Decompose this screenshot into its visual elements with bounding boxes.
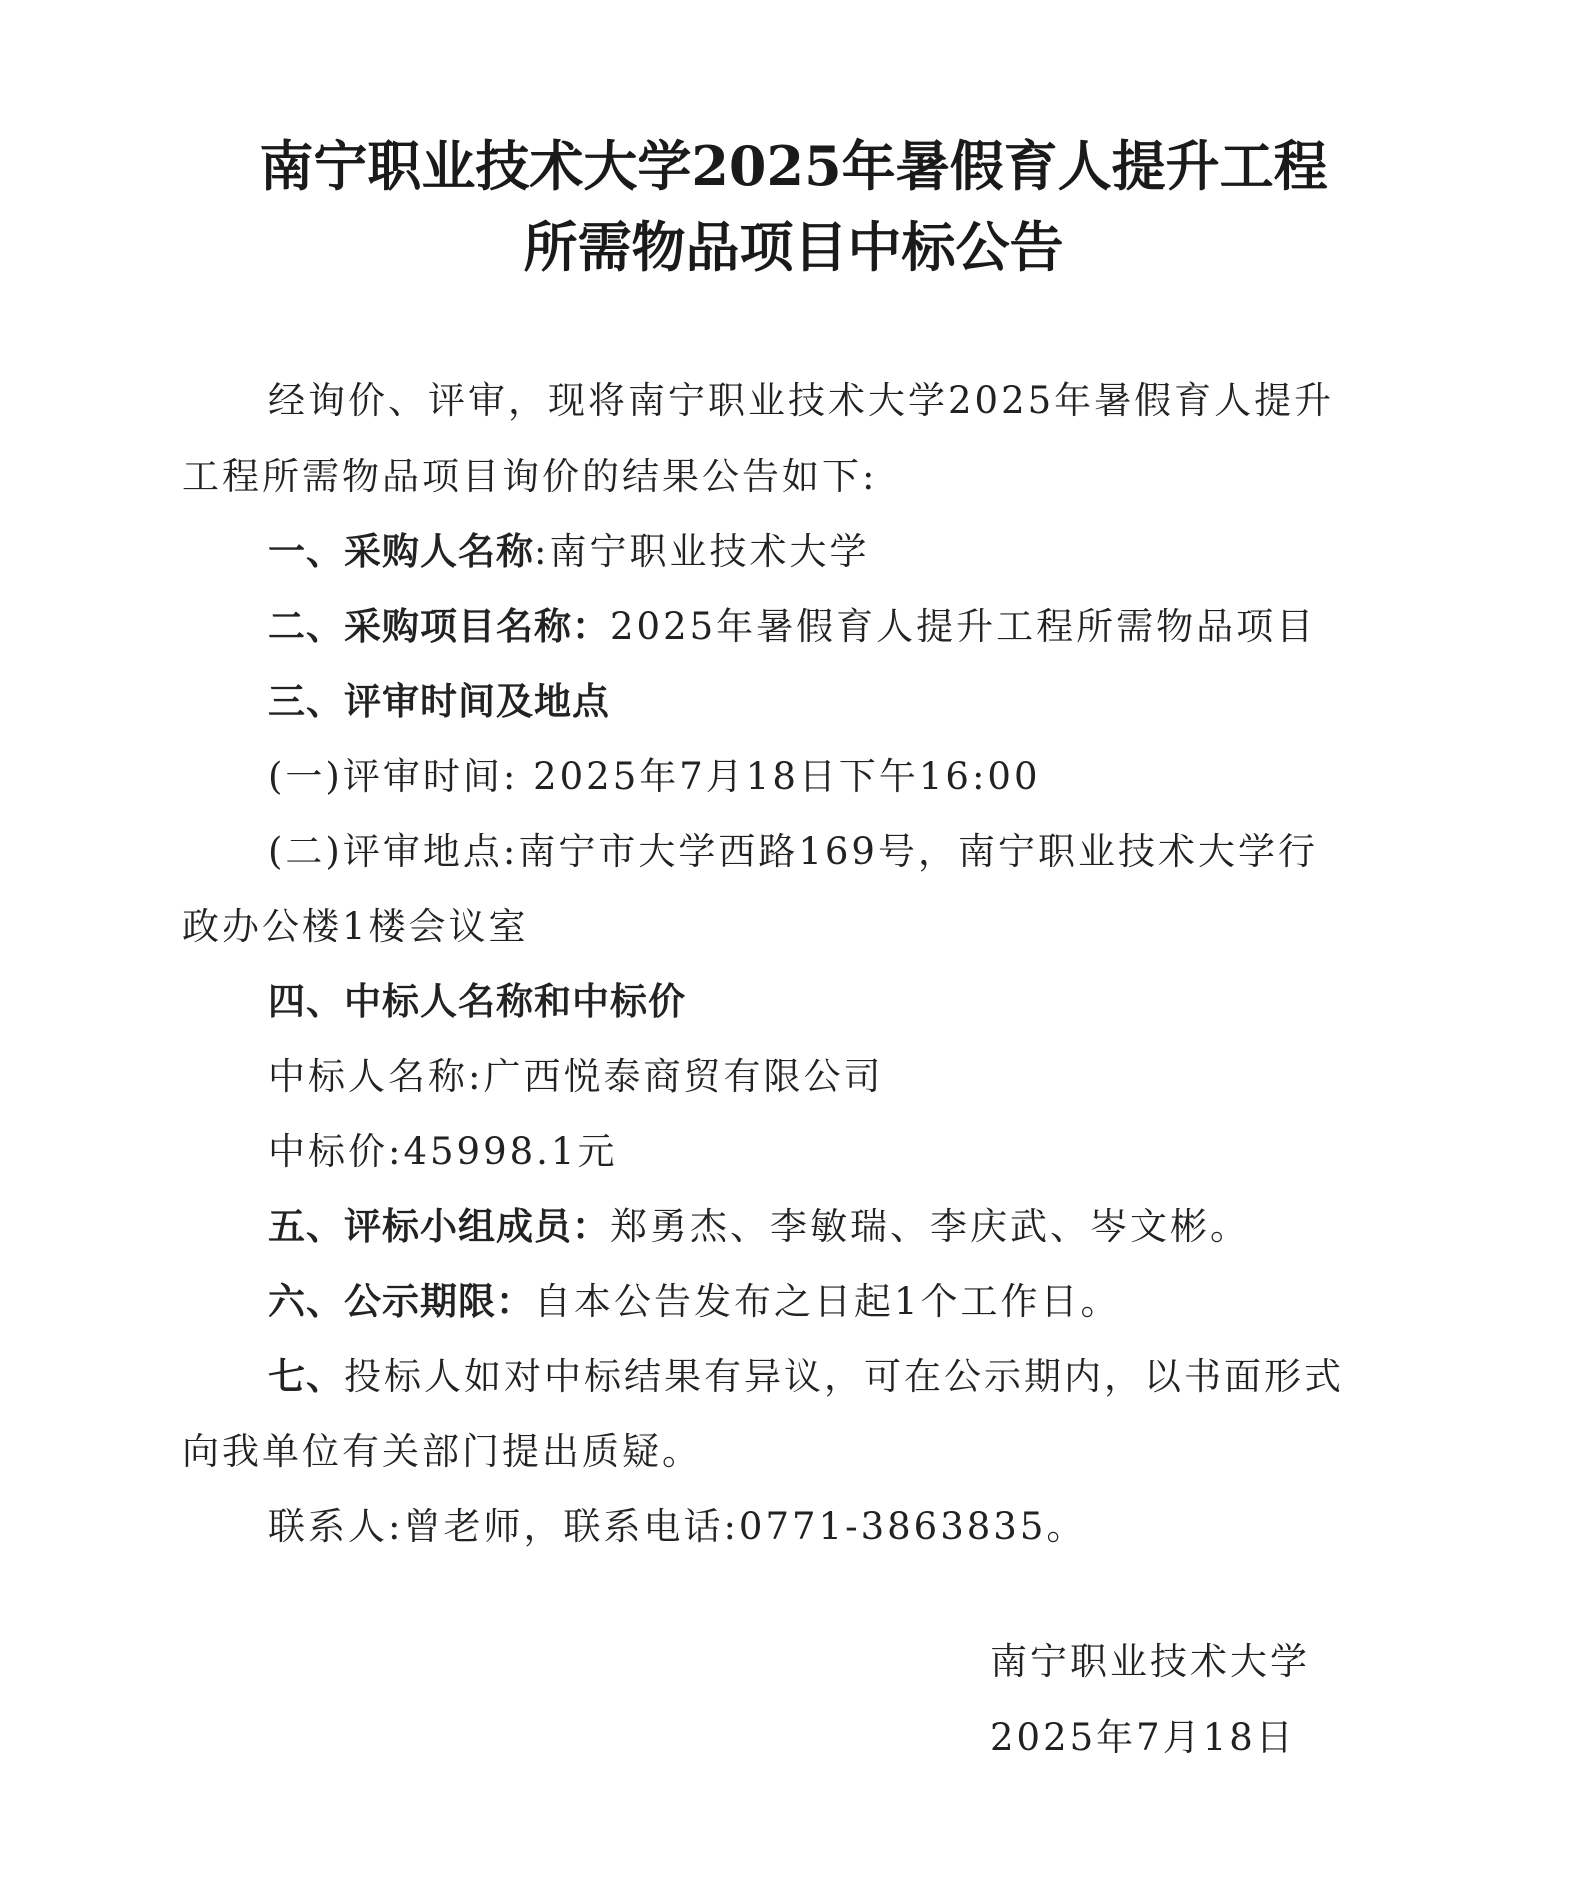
winner-heading: 四、中标人名称和中标价 [268, 980, 686, 1023]
announcement-title-line-1: 南宁职业技术大学2025年暑假育人提升工程 [259, 134, 1328, 198]
objection-label: 七、 [268, 1355, 344, 1398]
project-value: 2025年暑假育人提升工程所需物品项目 [610, 605, 1317, 648]
review-place-line-1: (二)评审地点:南宁市大学西路169号，南宁职业技术大学行 [268, 830, 1318, 873]
contact-line: 联系人:曾老师，联系电话:0771-3863835。 [268, 1505, 1087, 1548]
intro-line-2: 工程所需物品项目询价的结果公告如下: [182, 455, 878, 498]
objection-line-1: 投标人如对中标结果有异议，可在公示期内，以书面形式 [344, 1355, 1344, 1398]
period-label: 六、公示期限： [268, 1280, 534, 1323]
project-row [268, 596, 1316, 650]
objection-row [268, 1346, 1344, 1400]
signature-org: 南宁职业技术大学 [990, 1640, 1310, 1683]
panel-label: 五、评标小组成员： [268, 1205, 610, 1248]
objection-line-2: 向我单位有关部门提出质疑。 [182, 1430, 702, 1473]
intro-line-1: 经询价、评审，现将南宁职业技术大学2025年暑假育人提升 [268, 379, 1335, 422]
winner-price: 中标价:45998.1元 [268, 1130, 618, 1173]
purchaser-label: 一、采购人名称 [268, 530, 534, 573]
review-heading: 三、评审时间及地点 [268, 680, 610, 723]
project-label: 二、采购项目名称： [268, 605, 610, 648]
panel-value: 郑勇杰、李敏瑞、李庆武、岑文彬。 [610, 1205, 1250, 1248]
purchaser-value: :南宁职业技术大学 [534, 530, 870, 573]
signature-date: 2025年7月18日 [990, 1716, 1296, 1759]
purchaser-row [268, 521, 869, 575]
review-time: (一)评审时间: 2025年7月18日下午16:00 [268, 755, 1041, 798]
announcement-title-line-2: 所需物品项目中标公告 [523, 215, 1064, 279]
panel-row [268, 1196, 1250, 1250]
period-value: 自本公告发布之日起1个工作日。 [534, 1280, 1121, 1323]
period-row [268, 1271, 1121, 1325]
winner-name: 中标人名称:广西悦泰商贸有限公司 [268, 1055, 884, 1098]
review-place-line-2: 政办公楼1楼会议室 [182, 905, 529, 948]
